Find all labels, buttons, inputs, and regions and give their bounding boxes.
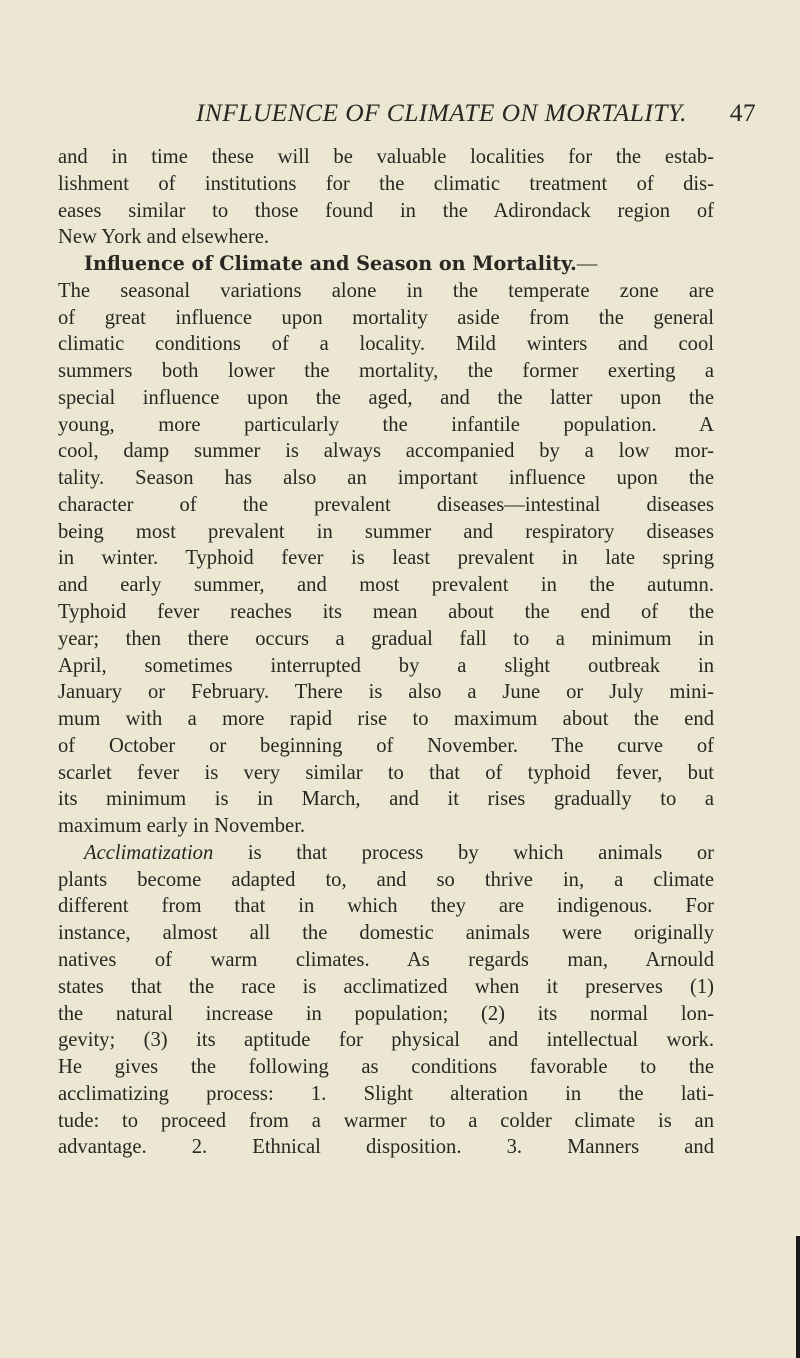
page-number: 47 — [729, 98, 756, 127]
text-line: of great influence upon mortality aside from the general — [58, 306, 714, 329]
text-line: being most prevalent in summer and respiratory diseases — [58, 520, 714, 543]
text-line: mum with a more rapid rise to maximum about the end — [58, 708, 714, 731]
text-run: is that process by which animals or — [213, 841, 714, 864]
text-line: states that the race is acclimatized when it preserves (1) — [58, 975, 714, 998]
text-line: climatic conditions of a locality. Mild winters and cool — [58, 333, 714, 356]
body-text — [58, 144, 714, 1161]
text-line: tality. Season has also an important influence upon the — [58, 467, 714, 490]
section-heading-line — [58, 251, 714, 278]
text-line: January or February. There is also a June or July mini- — [58, 681, 714, 704]
text-line — [58, 840, 714, 867]
text-line: year; then there occurs a gradual fall to a minimum in — [58, 627, 714, 650]
section-heading: Influence of Climate and Season on Mortality. — [84, 252, 577, 276]
text-line: different from that in which they are indigenous. For — [58, 895, 714, 918]
text-line: instance, almost all the domestic animals were originally — [58, 922, 714, 945]
text-line: eases similar to those found in the Adirondack region of — [58, 199, 714, 222]
running-head — [196, 88, 756, 136]
text-line: maximum early in November. — [58, 815, 306, 838]
section-heading-dash: — — [576, 253, 598, 276]
running-head-title: INFLUENCE OF CLIMATE ON MORTALITY. — [196, 98, 687, 127]
text-line: plants become adapted to, and so thrive in, a climate — [58, 868, 714, 891]
text-line: character of the prevalent diseases—intestinal diseases — [58, 493, 714, 516]
text-line: natives of warm climates. As regards man, Arnould — [58, 948, 714, 971]
text-line: summers both lower the mortality, the former exerting a — [58, 360, 714, 383]
text-line: of October or beginning of November. The curve of — [58, 734, 714, 757]
text-line: and early summer, and most prevalent in the autumn. — [58, 574, 714, 597]
text-line: cool, damp summer is always accompanied by a low mor- — [58, 440, 714, 463]
text-line: special influence upon the aged, and the latter upon the — [58, 386, 714, 409]
text-line: April, sometimes interrupted by a slight outbreak in — [58, 654, 714, 677]
text-line: its minimum is in March, and it rises gradually to a — [58, 788, 714, 811]
text-line: acclimatizing process: 1. Slight alteration in the lati- — [58, 1082, 714, 1105]
text-line: gevity; (3) its aptitude for physical and intellectual work. — [58, 1029, 714, 1052]
text-line: scarlet fever is very similar to that of typhoid fever, but — [58, 761, 714, 784]
text-line: The seasonal variations alone in the temperate zone are — [58, 279, 714, 302]
page-edge-shadow — [796, 1236, 800, 1358]
text-line: He gives the following as conditions favorable to the — [58, 1056, 714, 1079]
text-line: in winter. Typhoid fever is least prevalent in late spring — [58, 547, 714, 570]
text-line: young, more particularly the infantile population. A — [58, 413, 714, 436]
text-line: tude: to proceed from a warmer to a colder climate is an — [58, 1109, 714, 1132]
text-line: and in time these will be valuable localities for the estab- — [58, 146, 714, 168]
text-line: Typhoid fever reaches its mean about the end of the — [58, 601, 714, 624]
text-line: the natural increase in population; (2) its normal lon- — [58, 1002, 714, 1025]
text-line: lishment of institutions for the climatic treatment of dis- — [58, 172, 714, 195]
term-acclimatization: Acclimatization — [84, 841, 214, 864]
text-line: advantage. 2. Ethnical disposition. 3. Manners and — [58, 1136, 714, 1159]
text-line: New York and elsewhere. — [58, 226, 270, 249]
